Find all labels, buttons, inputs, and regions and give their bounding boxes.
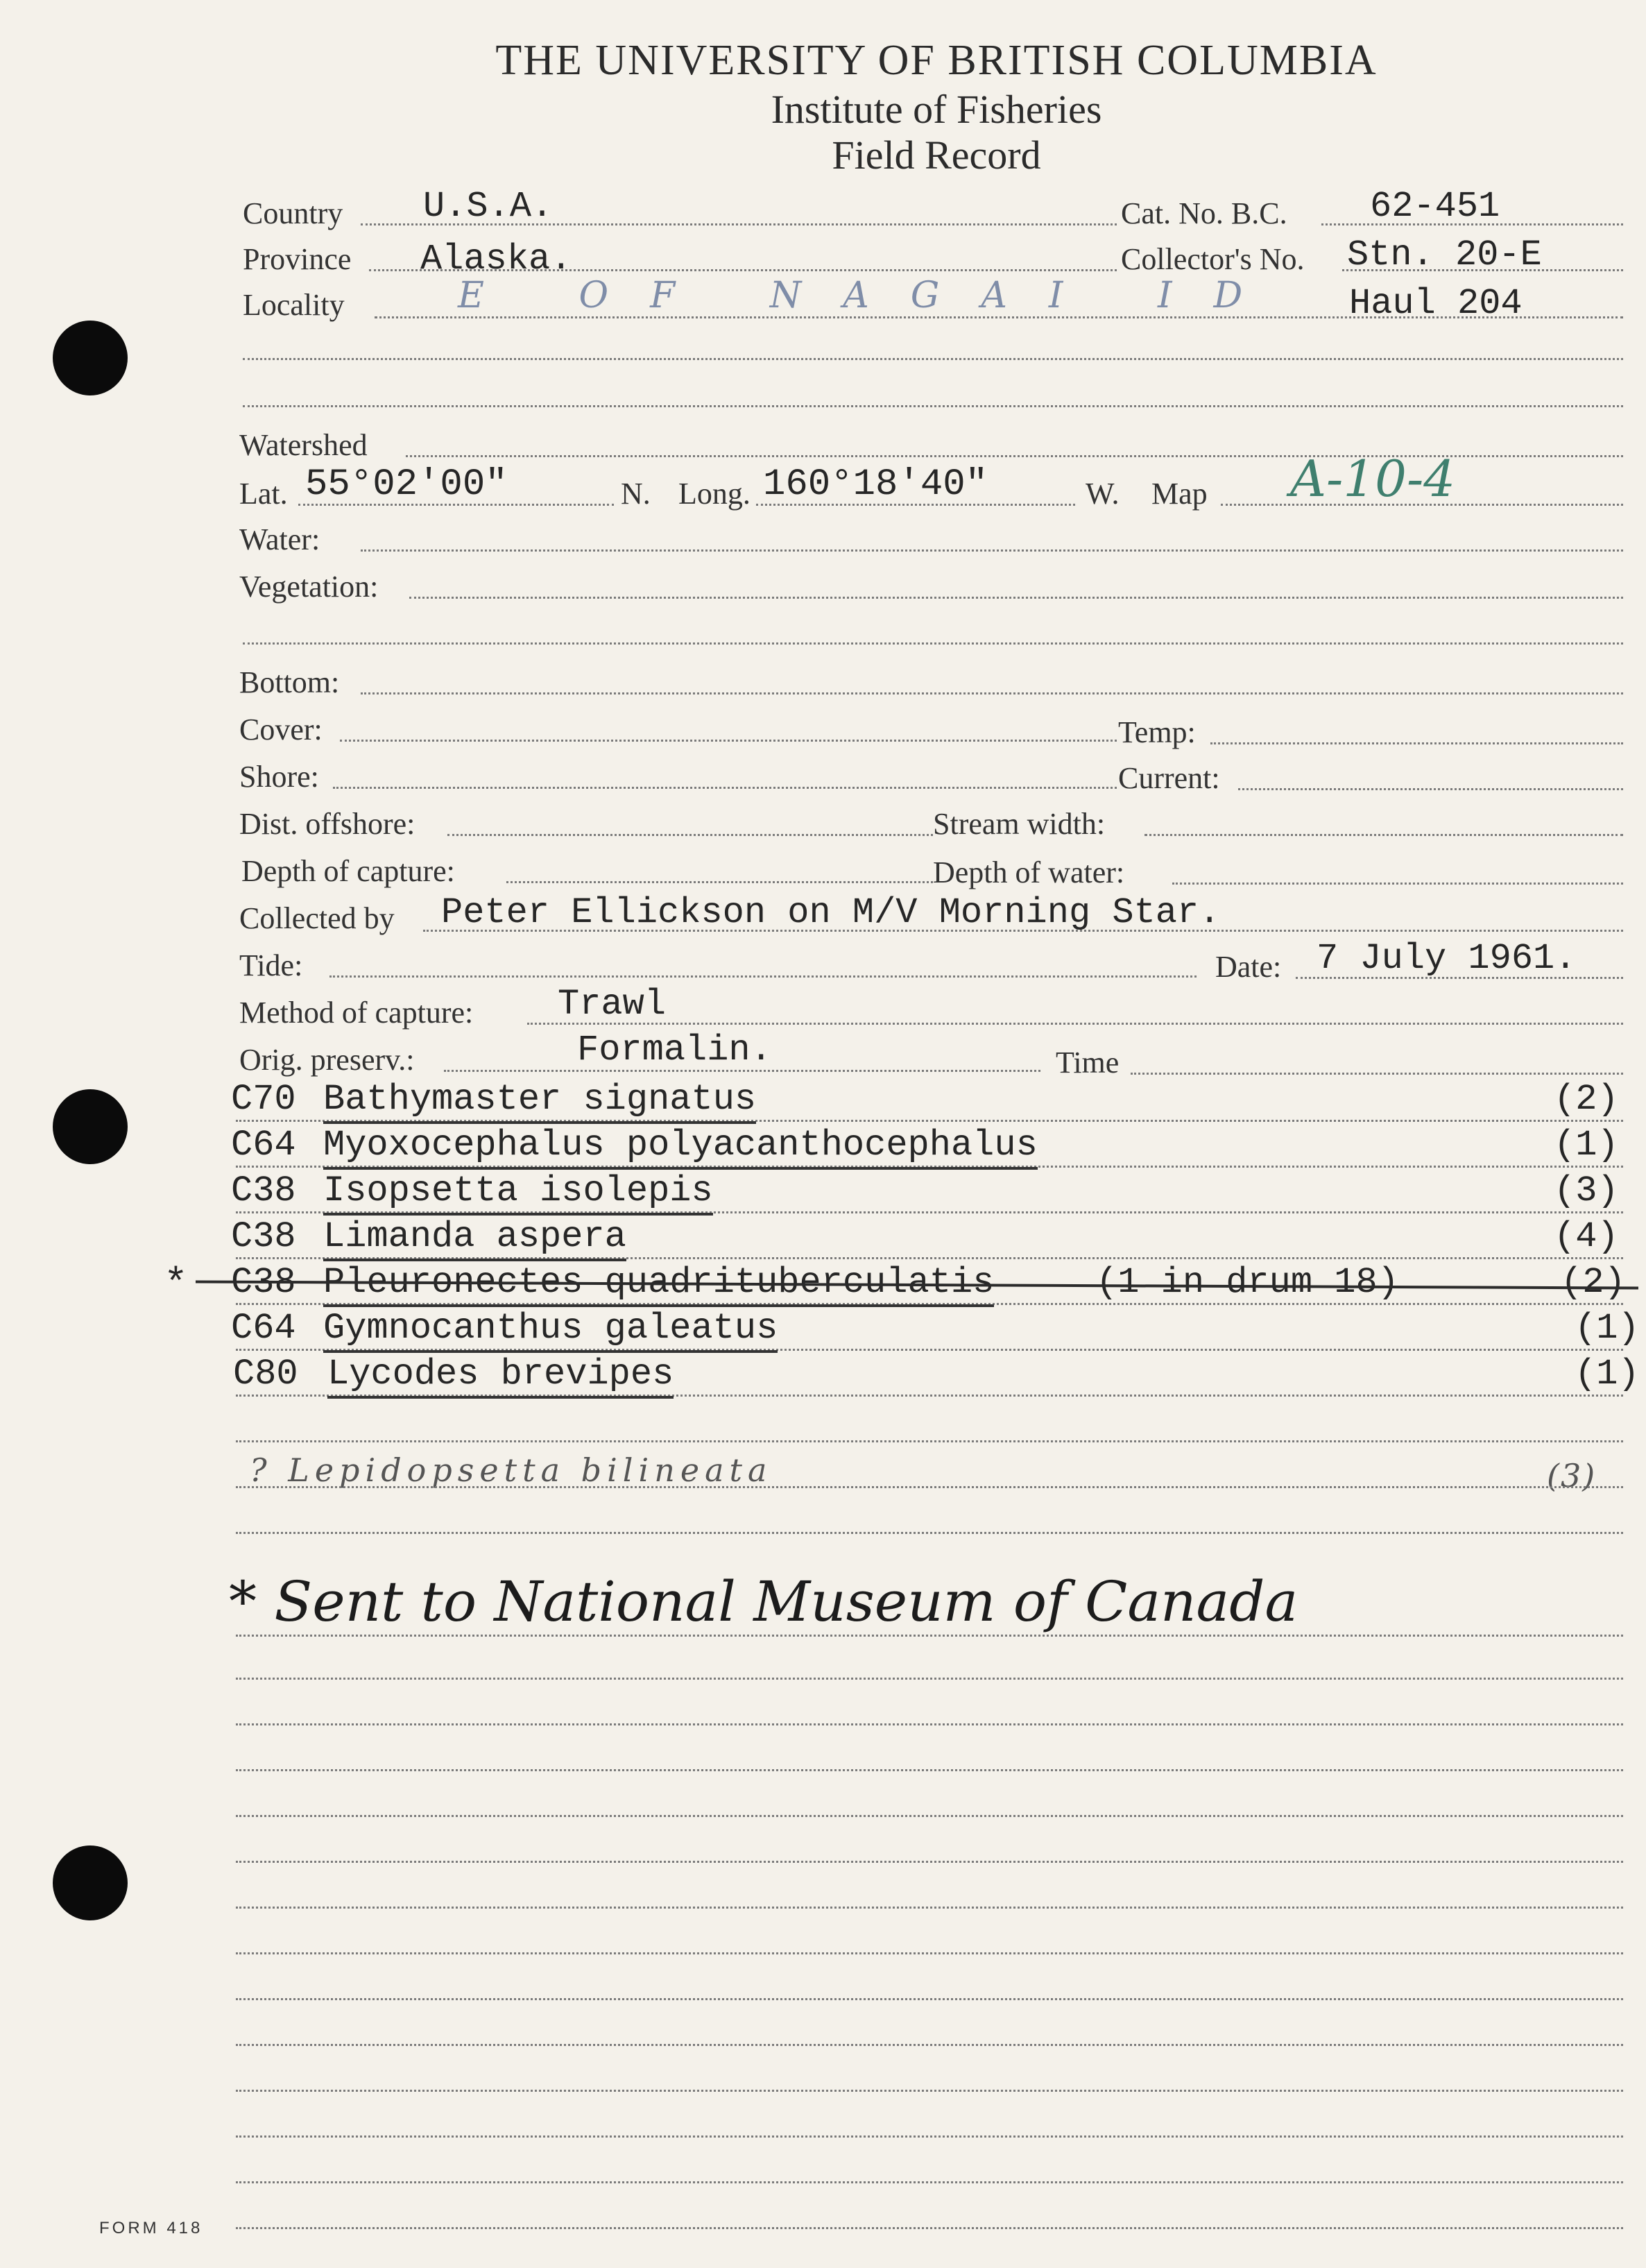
stream-width-label: Stream width: bbox=[933, 807, 1106, 841]
bottom-line bbox=[361, 692, 1623, 694]
haul-value: Haul 204 bbox=[1349, 283, 1523, 324]
locality-label: Locality bbox=[243, 288, 345, 322]
form-number: FORM 418 bbox=[99, 2219, 203, 2237]
map-label: Map bbox=[1151, 477, 1208, 511]
blank-line bbox=[236, 2227, 1623, 2229]
punch-hole-middle bbox=[53, 1089, 128, 1164]
locality-value: E OF NAGAI ID bbox=[458, 275, 1285, 316]
temp-line bbox=[1210, 742, 1623, 744]
method-line bbox=[527, 1023, 1623, 1025]
blank-line bbox=[243, 358, 1623, 360]
depth-capture-label: Depth of capture: bbox=[241, 854, 455, 888]
w-label: W. bbox=[1086, 477, 1120, 511]
depth-water-label: Depth of water: bbox=[933, 855, 1125, 889]
punch-hole-bottom bbox=[53, 1845, 128, 1920]
species-code: C64 bbox=[231, 1125, 296, 1166]
blank-line bbox=[236, 2135, 1623, 2138]
blank-line bbox=[236, 1678, 1623, 1680]
water-line bbox=[361, 549, 1623, 552]
blank-line bbox=[236, 1723, 1623, 1725]
blank-line bbox=[236, 1440, 1623, 1442]
map-value: A-10-4 bbox=[1290, 450, 1456, 508]
current-line bbox=[1238, 788, 1623, 790]
collected-by-value: Peter Ellickson on M/V Morning Star. bbox=[441, 892, 1221, 933]
species-mark: * bbox=[164, 1263, 188, 1308]
species-name: Myoxocephalus polyacanthocephalus bbox=[323, 1125, 1038, 1170]
species-name: Lycodes brevipes bbox=[327, 1354, 674, 1399]
species-name: Gymnocanthus galeatus bbox=[323, 1308, 778, 1353]
blank-line bbox=[236, 1532, 1623, 1534]
method-label: Method of capture: bbox=[239, 996, 474, 1030]
long-label: Long. bbox=[678, 477, 751, 511]
species-code: C64 bbox=[231, 1308, 296, 1349]
blank-line bbox=[236, 2181, 1623, 2183]
species-code: C70 bbox=[231, 1079, 296, 1120]
catno-value: 62-451 bbox=[1370, 186, 1500, 227]
university-title: THE UNIVERSITY OF BRITISH COLUMBIA bbox=[495, 37, 1378, 84]
tide-label: Tide: bbox=[239, 948, 303, 982]
water-label: Water: bbox=[239, 522, 320, 556]
tide-line bbox=[329, 975, 1197, 978]
blank-line bbox=[243, 405, 1623, 407]
watershed-label: Watershed bbox=[239, 428, 368, 462]
province-label: Province bbox=[243, 242, 352, 276]
species-count: (1) bbox=[1554, 1125, 1619, 1166]
lat-value: 55°02'00" bbox=[305, 463, 508, 506]
vegetation-line bbox=[409, 597, 1623, 599]
time-line bbox=[1131, 1073, 1623, 1075]
current-label: Current: bbox=[1118, 761, 1220, 795]
pencil-note-count: (3) bbox=[1547, 1457, 1597, 1494]
depth-water-line bbox=[1172, 883, 1623, 885]
blank-line bbox=[236, 1861, 1623, 1863]
blank-line bbox=[236, 1486, 1623, 1488]
shore-line bbox=[333, 787, 1117, 789]
collected-by-label: Collected by bbox=[239, 901, 395, 935]
bottom-label: Bottom: bbox=[239, 665, 340, 699]
ink-note: * Sent to National Museum of Canada bbox=[229, 1569, 1298, 1634]
shore-label: Shore: bbox=[239, 760, 319, 794]
blank-line bbox=[236, 1635, 1623, 1637]
record-title: Field Record bbox=[832, 133, 1041, 178]
blank-line bbox=[236, 1907, 1623, 1909]
catno-label: Cat. No. B.C. bbox=[1121, 196, 1287, 230]
species-name: Pleuronectes quadrituberculatis bbox=[323, 1262, 994, 1307]
species-name: Limanda aspera bbox=[323, 1216, 626, 1261]
species-count: (2) bbox=[1561, 1262, 1626, 1303]
time-label: Time bbox=[1056, 1046, 1120, 1080]
preserv-value: Formalin. bbox=[577, 1030, 772, 1071]
cover-label: Cover: bbox=[239, 713, 323, 747]
blank-line bbox=[243, 642, 1623, 645]
preserv-label: Orig. preserv.: bbox=[239, 1043, 415, 1077]
institute-title: Institute of Fisheries bbox=[771, 87, 1102, 132]
blank-line bbox=[236, 1998, 1623, 2000]
lat-label: Lat. bbox=[239, 477, 288, 511]
country-value: U.S.A. bbox=[423, 186, 554, 227]
species-code: C38 bbox=[231, 1170, 296, 1211]
species-note: (1 in drum 18) bbox=[1096, 1262, 1399, 1303]
collector-no-label: Collector's No. bbox=[1121, 242, 1305, 276]
blank-line bbox=[236, 2044, 1623, 2046]
species-count: (3) bbox=[1554, 1170, 1619, 1211]
long-value: 160°18'40" bbox=[763, 463, 988, 506]
date-value: 7 July 1961. bbox=[1317, 938, 1577, 979]
species-count: (2) bbox=[1554, 1079, 1619, 1120]
collector-no-value: Stn. 20-E bbox=[1347, 235, 1542, 275]
pencil-note: ? Lepidopsetta bilineata bbox=[250, 1451, 773, 1489]
depth-capture-line bbox=[506, 881, 933, 883]
species-code: C38 bbox=[231, 1262, 296, 1303]
species-count: (1) bbox=[1575, 1308, 1640, 1349]
vegetation-label: Vegetation: bbox=[239, 570, 379, 604]
punch-hole-top bbox=[53, 321, 128, 395]
blank-line bbox=[236, 1815, 1623, 1817]
blank-line bbox=[236, 1952, 1623, 1954]
blank-line bbox=[236, 2090, 1623, 2092]
blank-line bbox=[236, 1769, 1623, 1771]
species-count: (1) bbox=[1575, 1354, 1640, 1395]
species-name: Isopsetta isolepis bbox=[323, 1170, 713, 1216]
n-label: N. bbox=[621, 477, 651, 511]
dist-offshore-line bbox=[447, 834, 933, 836]
country-label: Country bbox=[243, 196, 343, 230]
species-code: C38 bbox=[231, 1216, 296, 1257]
date-label: Date: bbox=[1215, 950, 1282, 984]
method-value: Trawl bbox=[558, 984, 667, 1025]
species-count: (4) bbox=[1554, 1216, 1619, 1257]
temp-label: Temp: bbox=[1118, 715, 1196, 749]
species-code: C80 bbox=[233, 1354, 298, 1395]
species-name: Bathymaster signatus bbox=[323, 1079, 756, 1124]
stream-width-line bbox=[1145, 834, 1623, 836]
province-value: Alaska. bbox=[420, 239, 572, 280]
cover-line bbox=[340, 740, 1117, 742]
dist-offshore-label: Dist. offshore: bbox=[239, 807, 415, 841]
